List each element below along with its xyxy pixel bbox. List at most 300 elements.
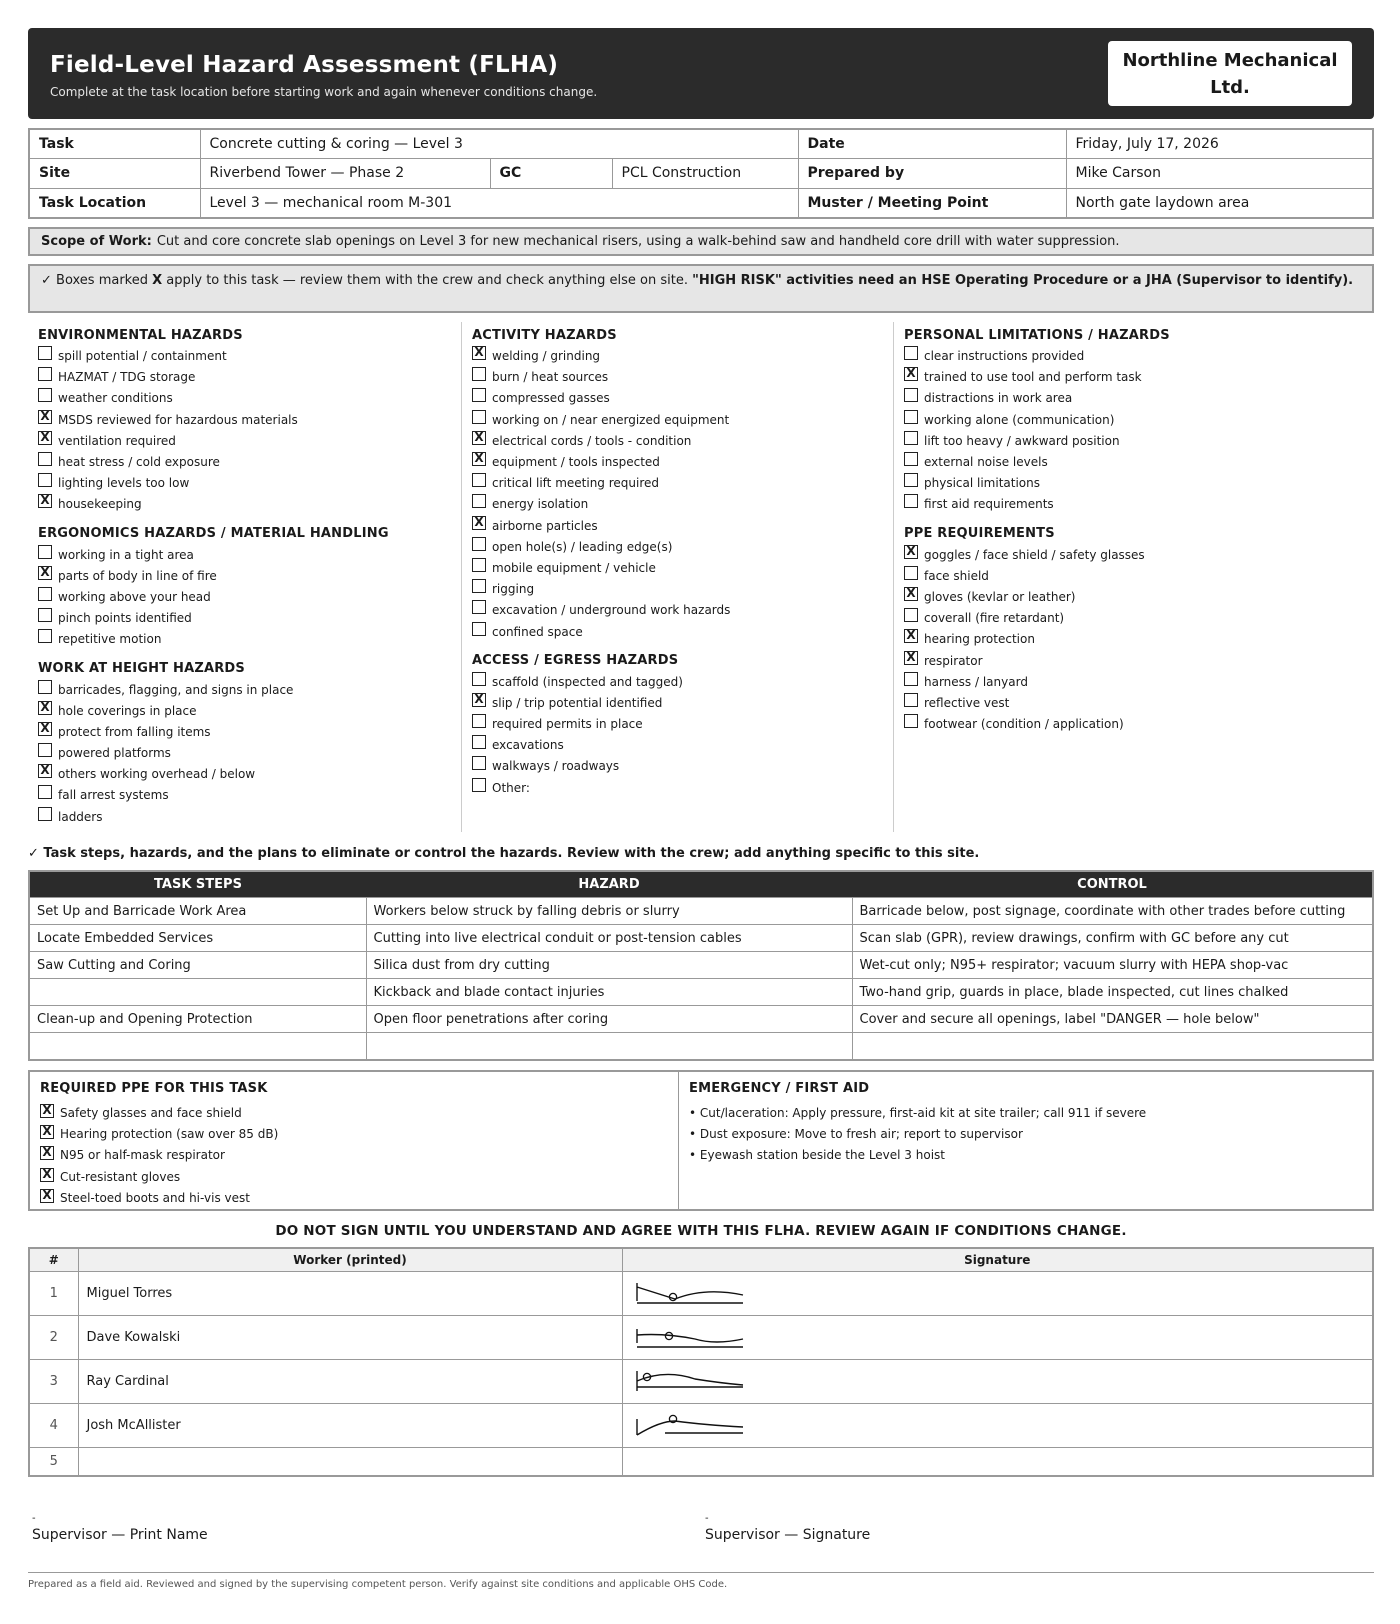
sig-header-worker: Worker (printed)	[78, 1248, 622, 1272]
checkbox[interactable]	[904, 693, 918, 707]
signature-field[interactable]	[622, 1272, 1373, 1316]
checklist-item[interactable]	[38, 764, 458, 785]
checkbox[interactable]	[38, 807, 52, 821]
handwritten-signature-icon	[635, 1413, 747, 1439]
checklist-item[interactable]	[904, 544, 1333, 565]
table-row	[29, 952, 1373, 979]
checklist-item[interactable]	[472, 515, 893, 536]
required-ppe-item[interactable]	[40, 1145, 668, 1166]
checklist-item[interactable]	[38, 679, 458, 700]
activity-hazards-list	[472, 346, 893, 643]
checklist-item[interactable]	[904, 430, 1333, 451]
checklist-item-label: burn / heat sources	[492, 370, 609, 385]
handwritten-signature-icon	[635, 1281, 747, 1307]
handwritten-signature-icon	[635, 1325, 747, 1351]
environmental-hazards-list	[38, 346, 458, 516]
required-ppe-label: Steel-toed boots and hi-vis vest	[60, 1190, 250, 1205]
checklist-item-label: harness / lanyard	[924, 674, 1028, 689]
checklist-item-label: fall arrest systems	[58, 788, 169, 803]
hazard-cell[interactable]: Open floor penetrations after coring	[366, 1006, 852, 1033]
hazard-checklists	[28, 322, 1374, 844]
checkbox[interactable]	[904, 388, 918, 402]
checklist-item[interactable]	[904, 671, 1333, 692]
checklist-item[interactable]	[38, 721, 458, 742]
sig-header-number: #	[29, 1248, 78, 1272]
checklist-item-label: hearing protection	[924, 632, 1035, 647]
checklist-item[interactable]	[904, 565, 1333, 586]
worker-name-field[interactable]	[78, 1448, 622, 1476]
handwritten-signature-icon	[635, 1369, 747, 1395]
checklist-item-label: hole coverings in place	[58, 703, 197, 718]
prepared-by-field[interactable]: Mike Carson	[1066, 159, 1373, 189]
section-title: WORK AT HEIGHT HAZARDS	[38, 660, 245, 676]
section-title: ENVIRONMENTAL HAZARDS	[38, 327, 243, 343]
required-ppe-item[interactable]	[40, 1103, 668, 1124]
checklist-item[interactable]	[904, 473, 1333, 494]
checklist-item[interactable]	[472, 346, 893, 367]
supervisor-name-label: Supervisor — Print Name	[32, 1526, 208, 1543]
checkbox[interactable]	[472, 778, 486, 792]
sig-row-number: 5	[29, 1448, 78, 1476]
date-field[interactable]: Friday, July 17, 2026	[1066, 129, 1373, 159]
form-header	[28, 28, 1374, 119]
checkbox[interactable]: X	[904, 651, 918, 665]
supervisor-signature-field[interactable]	[705, 1512, 871, 1543]
task-field[interactable]: Concrete cutting & coring — Level 3	[200, 129, 798, 159]
checkbox[interactable]: X	[40, 1168, 54, 1182]
checklist-item-label: housekeeping	[58, 497, 142, 512]
checklist-item[interactable]	[472, 600, 893, 621]
checkbox[interactable]: X	[472, 516, 486, 530]
checkbox[interactable]: X	[40, 1104, 54, 1118]
control-cell[interactable]	[852, 1033, 1373, 1060]
control-cell[interactable]: Two-hand grip, guards in place, blade inspected, cut lines chalked	[852, 979, 1373, 1006]
checklist-item[interactable]	[38, 565, 458, 586]
control-cell[interactable]: Barricade below, post signage, coordinate with other trades before cutting	[852, 898, 1373, 925]
checklist-item-label: lighting levels too low	[58, 476, 190, 491]
checkbox[interactable]	[472, 672, 486, 686]
checkbox[interactable]	[904, 473, 918, 487]
emergency-item: • Dust exposure: Move to fresh air; report to supervisor	[689, 1126, 1023, 1141]
required-ppe-box	[30, 1072, 679, 1209]
section-title: PERSONAL LIMITATIONS / HAZARDS	[904, 327, 1170, 343]
task-location-label: Task Location	[29, 188, 200, 218]
table-row	[29, 1033, 1373, 1060]
task-step-cell[interactable]	[29, 979, 366, 1006]
required-ppe-label: Safety glasses and face shield	[60, 1106, 242, 1121]
task-step-cell[interactable]: Set Up and Barricade Work Area	[29, 898, 366, 925]
task-location-field[interactable]: Level 3 — mechanical room M-301	[200, 188, 798, 218]
checklist-item[interactable]	[904, 494, 1333, 515]
checkbox[interactable]	[38, 346, 52, 360]
checklist-item[interactable]	[472, 557, 893, 578]
signature-field[interactable]	[622, 1360, 1373, 1404]
checkbox[interactable]	[904, 410, 918, 424]
checklist-item-label: protect from falling items	[58, 724, 211, 739]
prepared-by-label: Prepared by	[798, 159, 1066, 189]
signature-field[interactable]	[622, 1404, 1373, 1448]
worker-name-field[interactable]: Ray Cardinal	[78, 1360, 622, 1404]
hazard-column-3	[893, 322, 1333, 832]
checklist-item-label: pinch points identified	[58, 611, 192, 626]
worker-name-field[interactable]: Miguel Torres	[78, 1272, 622, 1316]
checkbox[interactable]: X	[904, 587, 918, 601]
supervisor-signature-dash: -	[705, 1512, 709, 1524]
checklist-item[interactable]	[904, 346, 1333, 367]
company-name: Northline Mechanical Ltd.	[1108, 41, 1352, 106]
checkbox[interactable]: X	[472, 346, 486, 360]
required-ppe-label: Hearing protection (saw over 85 dB)	[60, 1127, 279, 1142]
checkbox[interactable]	[904, 431, 918, 445]
checkbox[interactable]: X	[904, 629, 918, 643]
worker-name-field[interactable]: Dave Kowalski	[78, 1316, 622, 1360]
checklist-item[interactable]	[38, 451, 458, 472]
checklist-item-label: slip / trip potential identified	[492, 695, 663, 710]
checklist-item[interactable]	[38, 608, 458, 629]
checklist-item[interactable]	[38, 544, 458, 565]
checklist-item-label: welding / grinding	[492, 349, 601, 364]
emergency-list	[689, 1103, 1362, 1167]
checklist-item-label: electrical cords / tools - condition	[492, 433, 692, 448]
checklist-item-label: walkways / roadways	[492, 759, 620, 774]
checklist-item-label: excavations	[492, 738, 564, 753]
supervisor-signature-label: Supervisor — Signature	[705, 1526, 871, 1543]
checklist-item-label: critical lift meeting required	[492, 476, 660, 491]
checklist-item-label: trained to use tool and perform task	[924, 370, 1142, 385]
steps-header-control: CONTROL	[852, 871, 1373, 898]
table-row	[29, 898, 1373, 925]
checkbox[interactable]	[472, 410, 486, 424]
height-hazards-list	[38, 679, 458, 827]
section-title: ERGONOMICS HAZARDS / MATERIAL HANDLING	[38, 526, 389, 541]
checklist-item-label: scaffold (inspected and tagged)	[492, 674, 683, 689]
required-ppe-item[interactable]	[40, 1187, 668, 1208]
muster-point-label: Muster / Meeting Point	[798, 188, 1066, 218]
checklist-item[interactable]	[472, 714, 893, 735]
checklist-item[interactable]	[38, 388, 458, 409]
checklist-item[interactable]	[904, 409, 1333, 430]
section-title: PPE REQUIREMENTS	[904, 526, 1055, 541]
signature-field[interactable]	[622, 1316, 1373, 1360]
site-label: Site	[29, 159, 200, 189]
checkbox[interactable]	[472, 735, 486, 749]
required-ppe-list	[40, 1103, 668, 1209]
checklist-item-label: required permits in place	[492, 717, 643, 732]
checkbox[interactable]: X	[472, 452, 486, 466]
access-hazards-list	[472, 671, 893, 798]
muster-point-field[interactable]: North gate laydown area	[1066, 188, 1373, 218]
checkbox[interactable]	[38, 743, 52, 757]
checklist-item[interactable]	[472, 579, 893, 600]
checkbox[interactable]	[472, 622, 486, 636]
checkbox[interactable]	[38, 629, 52, 643]
checkbox[interactable]: X	[38, 764, 52, 778]
checkbox[interactable]: X	[40, 1146, 54, 1160]
notice-high-risk: "HIGH RISK" activities need an HSE Operating Procedure or a JHA (Supervisor to identify).	[692, 272, 1354, 288]
checkbox[interactable]: X	[38, 431, 52, 445]
checklist-item-label: mobile equipment / vehicle	[492, 560, 656, 575]
checklist-item-label: reflective vest	[924, 695, 1010, 710]
checklist-item-label: open hole(s) / leading edge(s)	[492, 539, 673, 554]
checkbox[interactable]	[38, 473, 52, 487]
checkbox[interactable]	[904, 608, 918, 622]
emergency-title: EMERGENCY / FIRST AID	[689, 1080, 870, 1096]
checkbox-notice	[28, 264, 1374, 313]
table-row	[29, 1316, 1373, 1360]
sig-header-signature: Signature	[622, 1248, 1373, 1272]
checklist-item[interactable]	[472, 621, 893, 642]
scope-of-work	[28, 227, 1374, 256]
checklist-item[interactable]	[38, 409, 458, 430]
hazard-cell[interactable]: Kickback and blade contact injuries	[366, 979, 852, 1006]
checklist-item-label: working in a tight area	[58, 547, 194, 562]
required-ppe-title: REQUIRED PPE FOR THIS TASK	[40, 1080, 268, 1096]
checklist-item-label: parts of body in line of fire	[58, 568, 217, 583]
checklist-item[interactable]	[38, 806, 458, 827]
checklist-item-label: rigging	[492, 582, 535, 597]
table-row	[29, 1360, 1373, 1404]
sign-warning: DO NOT SIGN UNTIL YOU UNDERSTAND AND AGREE WITH THIS FLHA. REVIEW AGAIN IF CONDITIONS CHANGE.	[275, 1222, 1127, 1239]
sig-row-number: 1	[29, 1272, 78, 1316]
notice-text-1: ✓ Boxes marked	[41, 272, 153, 288]
checklist-item[interactable]	[472, 388, 893, 409]
ppe-requirements-list	[904, 544, 1333, 735]
checklist-item-label: powered platforms	[58, 746, 171, 761]
checklist-item-label: compressed gasses	[492, 391, 610, 406]
checklist-item[interactable]	[38, 629, 458, 650]
checkbox[interactable]	[38, 545, 52, 559]
checklist-item-label: repetitive motion	[58, 632, 162, 647]
checkbox[interactable]: X	[904, 367, 918, 381]
checklist-item[interactable]	[38, 586, 458, 607]
checklist-item[interactable]	[472, 777, 893, 798]
sig-row-number: 4	[29, 1404, 78, 1448]
task-step-cell[interactable]: Clean-up and Opening Protection	[29, 1006, 366, 1033]
checklist-item[interactable]	[904, 367, 1333, 388]
checklist-item[interactable]	[904, 629, 1333, 650]
supervisor-name-dash: -	[32, 1512, 36, 1524]
checklist-item-label: gloves (kevlar or leather)	[924, 589, 1076, 604]
checkbox[interactable]	[472, 756, 486, 770]
flha-form	[28, 28, 1374, 1590]
steps-header-hazard: HAZARD	[366, 871, 852, 898]
sig-row-number: 3	[29, 1360, 78, 1404]
checkbox[interactable]	[472, 537, 486, 551]
notice-text-2: apply to this task — review them with the crew and check anything else on site.	[162, 272, 693, 288]
checklist-item[interactable]	[38, 494, 458, 515]
checkbox[interactable]: X	[38, 701, 52, 715]
checklist-item[interactable]	[472, 451, 893, 472]
checklist-item-label: lift too heavy / awkward position	[924, 433, 1120, 448]
control-cell[interactable]: Wet-cut only; N95+ respirator; vacuum slurry with HEPA shop-vac	[852, 952, 1373, 979]
checkbox[interactable]	[904, 566, 918, 580]
checklist-item-label: respirator	[924, 653, 983, 668]
steps-title: ✓ Task steps, hazards, and the plans to eliminate or control the hazards. Review with the crew; add anything specific to this site.	[28, 845, 980, 861]
checkbox[interactable]	[472, 367, 486, 381]
checklist-item-label: physical limitations	[924, 476, 1040, 491]
checklist-item-label: ladders	[58, 809, 103, 824]
checklist-item[interactable]	[38, 430, 458, 451]
table-row	[29, 979, 1373, 1006]
checklist-item[interactable]	[38, 785, 458, 806]
checklist-item-label: footwear (condition / application)	[924, 717, 1124, 732]
supervisor-name-field[interactable]	[32, 1512, 208, 1543]
scope-label: Scope of Work:	[41, 233, 152, 249]
task-step-cell[interactable]: Locate Embedded Services	[29, 925, 366, 952]
checklist-item[interactable]	[904, 586, 1333, 607]
checkbox[interactable]	[904, 346, 918, 360]
checkbox[interactable]: X	[904, 545, 918, 559]
checkbox[interactable]	[904, 714, 918, 728]
required-ppe-item[interactable]	[40, 1124, 668, 1145]
task-step-cell[interactable]: Saw Cutting and Coring	[29, 952, 366, 979]
personal-hazards-list	[904, 346, 1333, 516]
checklist-item-label: ventilation required	[58, 433, 176, 448]
checklist-item-label: first aid requirements	[924, 497, 1054, 512]
checkbox[interactable]: X	[472, 431, 486, 445]
checkbox[interactable]	[472, 579, 486, 593]
hazard-cell[interactable]: Workers below struck by falling debris or slurry	[366, 898, 852, 925]
checkbox[interactable]	[472, 714, 486, 728]
ergonomics-hazards-list	[38, 544, 458, 650]
table-row	[29, 1272, 1373, 1316]
hazard-column-1	[38, 322, 458, 832]
checkbox[interactable]	[38, 785, 52, 799]
task-info-table	[28, 128, 1374, 219]
checkbox[interactable]	[904, 494, 918, 508]
gc-field[interactable]: PCL Construction	[612, 159, 798, 189]
checkbox[interactable]	[38, 608, 52, 622]
checklist-item[interactable]	[472, 430, 893, 451]
checklist-item[interactable]	[38, 367, 458, 388]
task-label: Task	[29, 129, 200, 159]
checklist-item-label: Other:	[492, 780, 530, 795]
checklist-item-label: equipment / tools inspected	[492, 455, 660, 470]
checklist-item-label: others working overhead / below	[58, 767, 256, 782]
date-label: Date	[798, 129, 1066, 159]
notice-mark: X	[152, 272, 163, 288]
checkbox[interactable]: X	[38, 494, 52, 508]
hazard-cell[interactable]: Silica dust from dry cutting	[366, 952, 852, 979]
checkbox[interactable]	[38, 680, 52, 694]
checkbox[interactable]	[38, 452, 52, 466]
checklist-item[interactable]	[904, 714, 1333, 735]
checklist-item-label: working alone (communication)	[924, 412, 1115, 427]
required-ppe-item[interactable]	[40, 1166, 668, 1187]
checklist-item-label: coverall (fire retardant)	[924, 611, 1065, 626]
checkbox[interactable]: X	[38, 410, 52, 424]
checkbox[interactable]	[472, 600, 486, 614]
site-field[interactable]: Riverbend Tower — Phase 2	[200, 159, 490, 189]
checklist-item[interactable]	[904, 608, 1333, 629]
hazard-cell[interactable]: Cutting into live electrical conduit or post-tension cables	[366, 925, 852, 952]
checklist-item[interactable]	[472, 692, 893, 713]
checklist-item[interactable]	[38, 700, 458, 721]
hazard-column-2	[461, 322, 893, 832]
checklist-item-label: HAZMAT / TDG storage	[58, 370, 196, 385]
section-title: ACTIVITY HAZARDS	[472, 327, 617, 343]
checklist-item[interactable]	[472, 756, 893, 777]
checklist-item-label: working on / near energized equipment	[492, 412, 730, 427]
checklist-item-label: spill potential / containment	[58, 349, 227, 364]
checklist-item[interactable]	[472, 671, 893, 692]
form-subtitle: Complete at the task location before starting work and again whenever conditions change.	[50, 85, 598, 99]
checklist-item-label: face shield	[924, 568, 989, 583]
signature-table	[28, 1247, 1374, 1477]
table-row	[29, 925, 1373, 952]
checkbox[interactable]: X	[38, 566, 52, 580]
task-steps-table	[28, 870, 1374, 1061]
steps-header-task-steps: TASK STEPS	[29, 871, 366, 898]
checkbox[interactable]	[904, 672, 918, 686]
checklist-item[interactable]	[472, 536, 893, 557]
checklist-item-label: clear instructions provided	[924, 349, 1085, 364]
checkbox[interactable]	[472, 494, 486, 508]
checklist-item[interactable]	[904, 692, 1333, 713]
checklist-item-label: energy isolation	[492, 497, 589, 512]
checkbox[interactable]	[904, 452, 918, 466]
checkbox[interactable]: X	[38, 722, 52, 736]
checklist-item[interactable]	[904, 388, 1333, 409]
control-cell[interactable]: Cover and secure all openings, label "DANGER — hole below"	[852, 1006, 1373, 1033]
section-title: ACCESS / EGRESS HAZARDS	[472, 653, 679, 669]
signature-field[interactable]	[622, 1448, 1373, 1476]
checklist-item-label: weather conditions	[58, 391, 173, 406]
checkbox[interactable]: X	[40, 1189, 54, 1203]
emergency-item: • Cut/laceration: Apply pressure, first-aid kit at site trailer; call 911 if severe	[689, 1105, 1147, 1120]
checkbox[interactable]	[472, 558, 486, 572]
checkbox[interactable]: X	[40, 1125, 54, 1139]
checklist-item-label: excavation / underground work hazards	[492, 603, 731, 618]
control-cell[interactable]: Scan slab (GPR), review drawings, confirm with GC before any cut	[852, 925, 1373, 952]
checklist-item-label: working above your head	[58, 589, 211, 604]
checklist-item-label: distractions in work area	[924, 391, 1073, 406]
checklist-item-label: airborne particles	[492, 518, 598, 533]
footer-note: Prepared as a field aid. Reviewed and signed by the supervising competent person. Verify against site conditions and applicable OHS Code.	[28, 1572, 1374, 1590]
checklist-item-label: goggles / face shield / safety glasses	[924, 547, 1145, 562]
checkbox[interactable]	[38, 367, 52, 381]
checkbox[interactable]	[472, 473, 486, 487]
checkbox[interactable]: X	[472, 693, 486, 707]
checklist-item[interactable]	[472, 367, 893, 388]
checklist-item-label: barricades, flagging, and signs in place	[58, 682, 294, 697]
checklist-item[interactable]	[472, 494, 893, 515]
checklist-item[interactable]	[38, 346, 458, 367]
checklist-item-label: heat stress / cold exposure	[58, 455, 220, 470]
emergency-box	[679, 1072, 1372, 1209]
task-step-cell[interactable]	[29, 1033, 366, 1060]
supervisor-signoff	[28, 1477, 1374, 1572]
checklist-item[interactable]	[904, 650, 1333, 671]
ppe-emergency-panel	[28, 1070, 1374, 1211]
checkbox[interactable]	[38, 388, 52, 402]
checklist-item[interactable]	[472, 409, 893, 430]
emergency-item: • Eyewash station beside the Level 3 hoist	[689, 1147, 945, 1162]
checklist-item[interactable]	[472, 473, 893, 494]
checklist-item[interactable]	[38, 473, 458, 494]
hazard-cell[interactable]	[366, 1033, 852, 1060]
table-row	[29, 1448, 1373, 1476]
checklist-item[interactable]	[38, 743, 458, 764]
checklist-item[interactable]	[904, 451, 1333, 472]
gc-label: GC	[490, 159, 612, 189]
form-title: Field-Level Hazard Assessment (FLHA)	[50, 52, 559, 78]
checklist-item[interactable]	[472, 735, 893, 756]
sig-row-number: 2	[29, 1316, 78, 1360]
checkbox[interactable]	[38, 587, 52, 601]
worker-name-field[interactable]: Josh McAllister	[78, 1404, 622, 1448]
checkbox[interactable]	[472, 388, 486, 402]
